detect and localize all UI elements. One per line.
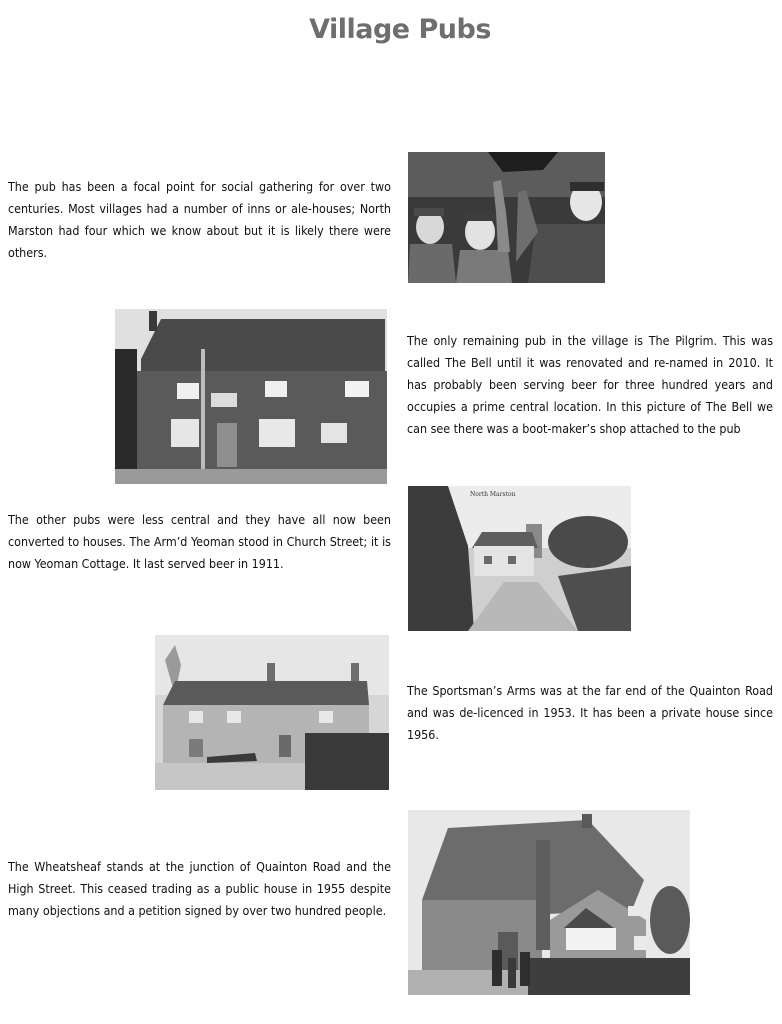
the-pilgrim-paragraph: The only remaining pub in the village is The Pilgrim. This was called The Bell until it was renovated and re-named in 2010. It has probably been serving beer for three hundred years and occupies a prime central location. In this picture of The Bell we can see there was a boot-maker’s shop attached to the pub (407, 333, 773, 436)
wheatsheaf-paragraph: The Wheatsheaf stands at the junction of Quainton Road and the High Street. This ceased trading as a public house in 1955 despite many objections and a petition signed by over two hundred people. (8, 859, 391, 918)
intro-paragraph: The pub has been a focal point for social gathering for over two centuries. Most villages had a number of inns or ale-houses; North Marston had four which we know about but it is likely there were others. (8, 179, 391, 260)
wheatsheaf-photo (408, 810, 690, 995)
sportsmans-arms-photo (155, 635, 389, 790)
pub-interior-photo (408, 152, 605, 283)
postcard-caption: North Marston (470, 491, 516, 498)
arm-d-yeoman-paragraph: The other pubs were less central and they have all now been converted to houses. The Arm’d Yeoman stood in Church Street; it is now Yeoman Cottage. It last served beer in 1911. (8, 512, 391, 571)
the-bell-photo (115, 309, 387, 484)
page-title: Village Pubs (309, 14, 491, 45)
church-street-postcard-photo (408, 486, 631, 631)
sportsmans-arms-paragraph: The Sportsman’s Arms was at the far end of the Quainton Road and was de-licenced in 1953. It has been a private house since 1956. (407, 683, 773, 742)
